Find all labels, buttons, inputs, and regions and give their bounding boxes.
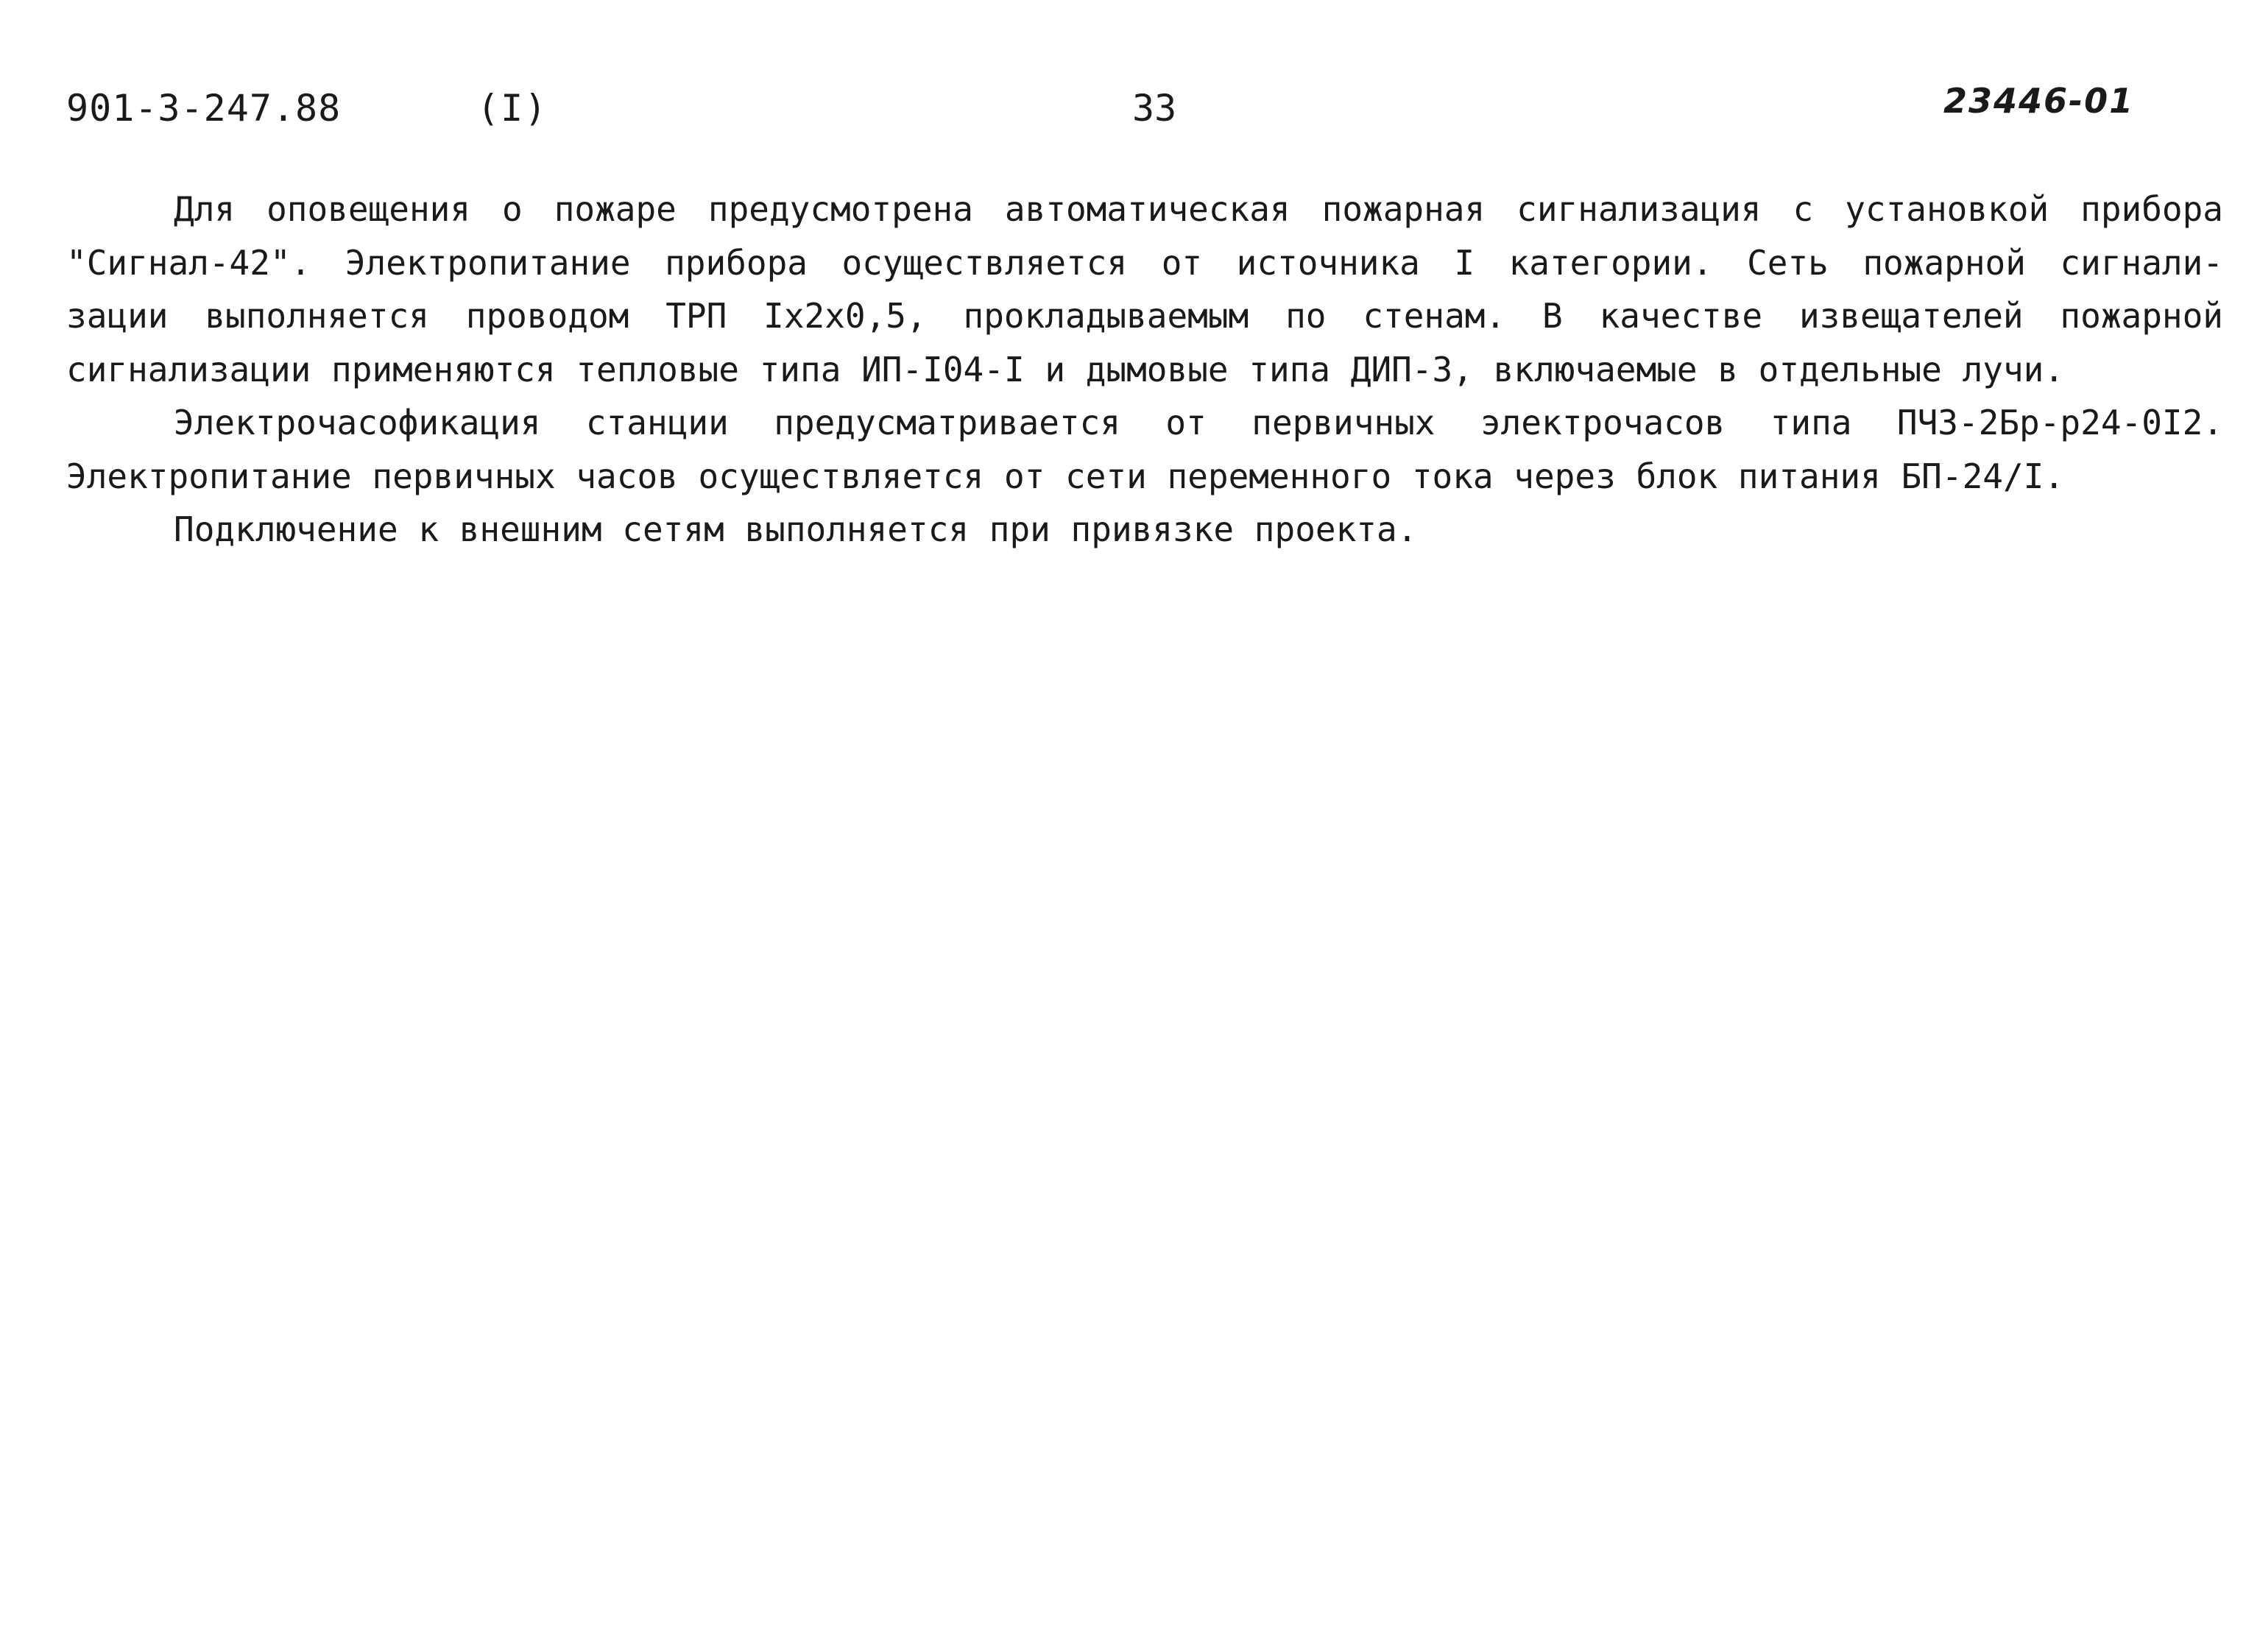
paragraph-fire-alarm	[66, 183, 2223, 396]
text-line: сигнализации применяются тепловые типа ИП-I04-I и дымовые типа ДИП-3, включаемые в отдельные лучи.	[66, 349, 2065, 389]
text-line: "Сигнал-42". Электропитание прибора осуществляется от источника I категории. Сеть пожарной сигнали-	[66, 242, 2223, 283]
text-line: Электропитание первичных часов осуществляется от сети переменного тока через блок питания БП-24/I.	[66, 456, 2065, 496]
paragraph-external-connection	[66, 503, 2223, 557]
text-line: Для оповещения о пожаре предусмотрена автоматическая пожарная сигнализация с установкой прибора	[174, 189, 2223, 229]
page-header	[0, 81, 2260, 153]
document-code: 901-3-247.88	[66, 87, 342, 130]
page-number: 33	[1132, 87, 1177, 130]
text-line: Электрочасофикация станции предусматривается от первичных электрочасов типа ПЧЗ-2Бр-р24-0I2.	[174, 403, 2223, 442]
paragraph-electric-clocks	[66, 396, 2223, 503]
text-line: зации выполняется проводом ТРП Iх2х0,5, прокладываемым по стенам. В качестве извещателей пожарной	[66, 296, 2223, 336]
text-line: Подключение к внешним сетям выполняется при привязке проекта.	[174, 509, 1418, 549]
document-part: (I)	[477, 87, 548, 130]
document-body	[66, 183, 2223, 557]
archive-number: 23446-01	[1943, 81, 2135, 121]
